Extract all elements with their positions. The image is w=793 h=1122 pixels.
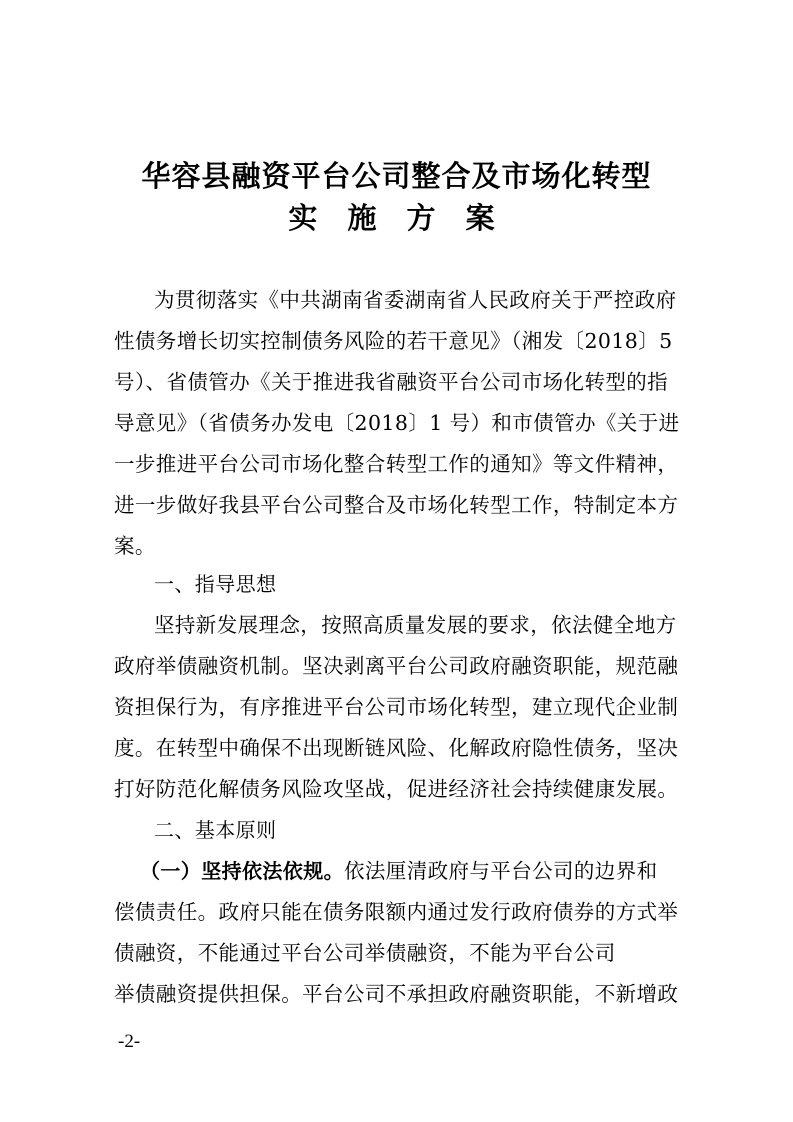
intro-line: 性债务增长切实控制债务风险的若干意见》（湘发〔2018〕5 <box>114 329 673 353</box>
intro-line: 进一步做好我县平台公司整合及市场化转型工作，特制定本方 <box>114 493 679 517</box>
section-heading-basic-principles: 二、基本原则 <box>154 818 277 842</box>
principle-item-1 <box>140 852 684 890</box>
section2-line: 偿债责任。政府只能在债务限额内通过发行政府债券的方式举 <box>114 900 679 924</box>
section1-line: 打好防范化解债务风险攻坚战，促进经济社会持续健康发展。 <box>114 777 679 801</box>
intro-line: 一步推进平台公司市场化整合转型工作的通知》等文件精神， <box>114 452 679 476</box>
section1-line: 度。在转型中确保不出现断链风险、化解政府隐性债务，坚决 <box>114 736 679 760</box>
intro-line: 为贯彻落实《中共湖南省委湖南省人民政府关于严控政府 <box>154 288 677 312</box>
intro-line: 导意见》（省债务办发电〔2018〕1 号）和市债管办《关于进 <box>114 411 680 435</box>
principle-item-1-label: （一）坚持依法依规。 <box>140 859 344 883</box>
principle-item-1-text: 依法厘清政府与平台公司的边界和 <box>344 859 658 883</box>
section-heading-guiding-thought: 一、指导思想 <box>154 572 277 596</box>
section1-line: 政府举债融资机制。坚决剥离平台公司政府融资职能，规范融 <box>114 654 679 678</box>
document-title-line-2: 实 施 方 案 <box>288 201 505 235</box>
section2-line: 举债融资提供担保。平台公司不承担政府融资职能，不新增政 <box>114 982 679 1006</box>
section1-line: 坚持新发展理念，按照高质量发展的要求，依法健全地方 <box>154 613 677 637</box>
document-title-line-1: 华容县融资平台公司整合及市场化转型 <box>141 159 652 193</box>
intro-line: 号）、省债管办《关于推进我省融资平台公司市场化转型的指 <box>114 370 669 394</box>
page-number: -2- <box>118 1031 141 1052</box>
section2-line: 债融资，不能通过平台公司举债融资，不能为平台公司 <box>114 941 616 965</box>
intro-line: 案。 <box>114 534 156 558</box>
section1-line: 资担保行为，有序推进平台公司市场化转型，建立现代企业制 <box>114 695 679 719</box>
